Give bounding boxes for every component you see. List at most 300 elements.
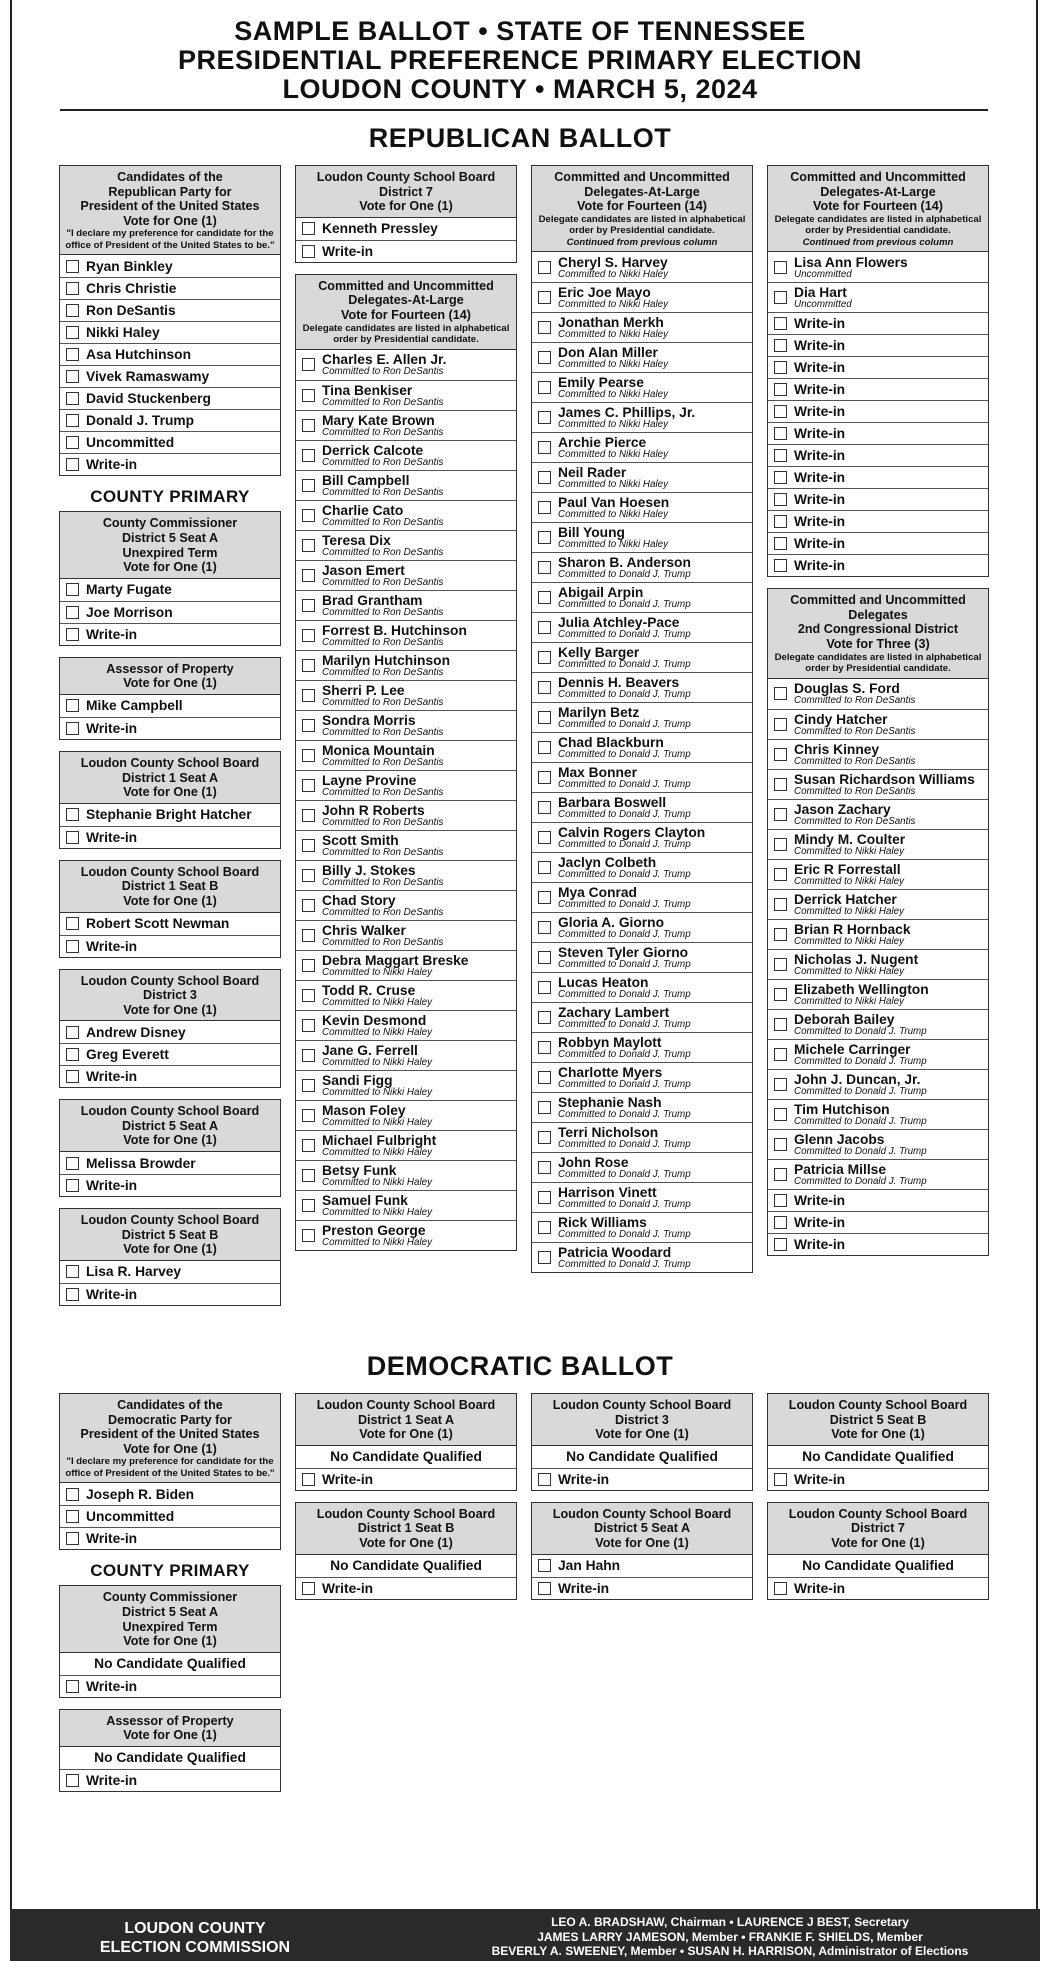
candidate-option[interactable] [60,1483,280,1505]
candidate-option[interactable] [296,218,516,240]
vote-checkbox[interactable] [66,282,79,295]
candidate-option[interactable] [60,299,280,321]
candidate-option[interactable] [532,822,752,852]
candidate-commitment: Committed to Nikki Haley [558,539,668,551]
vote-checkbox[interactable] [66,1532,79,1545]
candidate-option[interactable] [532,1152,752,1182]
candidate-option[interactable] [532,1062,752,1092]
vote-checkbox[interactable] [538,291,551,304]
candidate-option[interactable] [60,1505,280,1527]
write-in-option[interactable] [768,312,988,334]
candidate-option[interactable] [60,1043,280,1065]
candidate-option[interactable] [532,762,752,792]
candidate-option[interactable] [532,1032,752,1062]
vote-checkbox[interactable] [302,899,315,912]
candidate-option[interactable] [532,342,752,372]
vote-checkbox[interactable] [66,1774,79,1787]
candidate-option[interactable] [296,1160,516,1190]
vote-checkbox[interactable] [774,361,787,374]
vote-checkbox[interactable] [538,861,551,874]
candidate-option[interactable] [532,552,752,582]
vote-checkbox[interactable] [538,651,551,664]
candidate-option[interactable] [532,1092,752,1122]
write-in-option[interactable] [60,717,280,739]
candidate-option[interactable] [532,912,752,942]
candidate-name: Write-in [86,457,138,473]
candidate-option[interactable] [60,431,280,453]
vote-checkbox[interactable] [538,891,551,904]
candidate-name: Sherri P. Lee [322,682,405,698]
vote-checkbox[interactable] [774,687,787,700]
candidate-option[interactable] [60,1152,280,1174]
write-in-option[interactable] [768,488,988,510]
vote-checkbox[interactable] [302,809,315,822]
vote-checkbox[interactable] [538,951,551,964]
vote-checkbox[interactable] [774,339,787,352]
candidate-option[interactable] [296,500,516,530]
candidate-option[interactable] [296,740,516,770]
candidate-option[interactable] [296,860,516,890]
candidate-option[interactable] [296,890,516,920]
vote-checkbox[interactable] [774,1168,787,1181]
vote-checkbox[interactable] [302,389,315,402]
vote-checkbox[interactable] [774,838,787,851]
vote-checkbox[interactable] [66,436,79,449]
vote-checkbox[interactable] [538,801,551,814]
candidate-option[interactable] [60,277,280,299]
vote-checkbox[interactable] [302,1582,315,1595]
vote-checkbox[interactable] [302,839,315,852]
vote-checkbox[interactable] [774,1078,787,1091]
write-in-option[interactable] [768,466,988,488]
vote-checkbox[interactable] [66,326,79,339]
vote-checkbox[interactable] [66,831,79,844]
vote-checkbox[interactable] [302,1229,315,1242]
candidate-text [558,1185,691,1210]
candidate-text [558,1245,691,1270]
vote-checkbox[interactable] [66,699,79,712]
candidate-name: Jan Hahn [558,1558,621,1574]
write-in-option[interactable] [296,1468,516,1490]
candidate-option[interactable] [60,1021,280,1043]
vote-checkbox[interactable] [538,1473,551,1486]
vote-checkbox[interactable] [774,808,787,821]
candidate-option[interactable] [532,492,752,522]
candidate-option[interactable] [532,792,752,822]
candidate-option[interactable] [296,1100,516,1130]
vote-checkbox[interactable] [302,779,315,792]
vote-checkbox[interactable] [66,1680,79,1693]
contest-header [60,1710,280,1747]
write-in-option[interactable] [768,1233,988,1255]
vote-checkbox[interactable] [774,559,787,572]
write-in-option[interactable] [768,356,988,378]
vote-checkbox[interactable] [538,1041,551,1054]
candidate-option[interactable] [532,312,752,342]
candidate-option[interactable] [60,579,280,601]
candidate-option[interactable] [768,1129,988,1159]
vote-checkbox[interactable] [774,427,787,440]
vote-checkbox[interactable] [538,321,551,334]
candidate-option[interactable] [60,409,280,431]
write-in-option[interactable] [60,623,280,645]
vote-checkbox[interactable] [774,1108,787,1121]
candidate-option[interactable] [296,620,516,650]
candidate-option[interactable] [532,252,752,282]
vote-checkbox[interactable] [538,561,551,574]
candidate-option[interactable] [60,804,280,826]
candidate-option[interactable] [296,1190,516,1220]
vote-checkbox[interactable] [538,981,551,994]
vote-checkbox[interactable] [538,1011,551,1024]
vote-checkbox[interactable] [302,1079,315,1092]
vote-checkbox[interactable] [774,958,787,971]
vote-checkbox[interactable] [302,1473,315,1486]
vote-checkbox[interactable] [774,1048,787,1061]
vote-checkbox[interactable] [302,689,315,702]
vote-checkbox[interactable] [66,606,79,619]
vote-checkbox[interactable] [66,940,79,953]
vote-checkbox[interactable] [774,988,787,1001]
candidate-option[interactable] [296,470,516,500]
candidate-option[interactable] [532,402,752,432]
candidate-option[interactable] [296,590,516,620]
vote-checkbox[interactable] [66,1288,79,1301]
vote-checkbox[interactable] [302,479,315,492]
write-in-option[interactable] [768,1577,988,1599]
candidate-option[interactable] [768,949,988,979]
candidate-option[interactable] [768,679,988,709]
candidate-option[interactable] [296,1010,516,1040]
vote-checkbox[interactable] [66,1488,79,1501]
vote-checkbox[interactable] [302,1019,315,1032]
vote-checkbox[interactable] [302,419,315,432]
vote-checkbox[interactable] [302,1139,315,1152]
vote-checkbox[interactable] [66,628,79,641]
write-in-option[interactable] [60,1675,280,1697]
vote-checkbox[interactable] [302,222,315,235]
vote-checkbox[interactable] [302,1049,315,1062]
contest-title-line: Vote for One (1) [831,1535,925,1550]
candidate-name: Andrew Disney [86,1024,186,1040]
vote-checkbox[interactable] [774,928,787,941]
write-in-option[interactable] [768,510,988,532]
candidate-option[interactable] [532,972,752,1002]
candidate-option[interactable] [532,732,752,762]
candidate-option[interactable] [768,769,988,799]
candidate-option[interactable] [532,522,752,552]
write-in-option[interactable] [532,1468,752,1490]
vote-checkbox[interactable] [538,531,551,544]
candidate-option[interactable] [768,252,988,282]
vote-checkbox[interactable] [66,260,79,273]
vote-checkbox[interactable] [774,493,787,506]
candidate-option[interactable] [296,680,516,710]
vote-checkbox[interactable] [302,869,315,882]
vote-checkbox[interactable] [538,921,551,934]
vote-checkbox[interactable] [302,959,315,972]
vote-checkbox[interactable] [302,749,315,762]
candidate-option[interactable] [768,1069,988,1099]
candidate-option[interactable] [768,859,988,889]
vote-checkbox[interactable] [774,383,787,396]
vote-checkbox[interactable] [774,1238,787,1251]
candidate-option[interactable] [296,800,516,830]
vote-checkbox[interactable] [538,1221,551,1234]
write-in-option[interactable] [768,444,988,466]
vote-checkbox[interactable] [538,1101,551,1114]
candidate-option[interactable] [768,1099,988,1129]
vote-checkbox[interactable] [538,1131,551,1144]
vote-checkbox[interactable] [774,778,787,791]
contest-continued-note: Continued from previous column [802,236,954,248]
vote-checkbox[interactable] [302,539,315,552]
write-in-option[interactable] [768,1468,988,1490]
write-in-option[interactable] [60,453,280,475]
candidate-option[interactable] [768,739,988,769]
candidate-option[interactable] [768,829,988,859]
vote-checkbox[interactable] [774,537,787,550]
vote-checkbox[interactable] [538,1071,551,1084]
candidate-option[interactable] [768,1159,988,1189]
candidate-option[interactable] [60,913,280,935]
candidate-option[interactable] [296,1130,516,1160]
vote-checkbox[interactable] [538,1559,551,1572]
candidate-option[interactable] [296,1220,516,1250]
vote-checkbox[interactable] [774,449,787,462]
vote-checkbox[interactable] [66,348,79,361]
candidate-commitment: Committed to Ron DeSantis [322,876,444,888]
candidate-name: Billy J. Stokes [322,862,416,878]
vote-checkbox[interactable] [66,1048,79,1061]
candidate-option[interactable] [768,1039,988,1069]
write-in-option[interactable] [768,1189,988,1211]
vote-checkbox[interactable] [302,629,315,642]
candidate-option[interactable] [296,410,516,440]
vote-checkbox[interactable] [66,722,79,735]
candidate-name: Write-in [322,243,374,259]
candidate-option[interactable] [296,980,516,1010]
vote-checkbox[interactable] [302,1109,315,1122]
vote-checkbox[interactable] [538,591,551,604]
vote-checkbox[interactable] [774,291,787,304]
candidate-option[interactable] [60,387,280,409]
vote-checkbox[interactable] [774,1018,787,1031]
vote-checkbox[interactable] [774,718,787,731]
vote-checkbox[interactable] [302,245,315,258]
candidate-name: Harrison Vinett [558,1185,657,1201]
write-in-option[interactable] [768,532,988,554]
vote-checkbox[interactable] [774,1138,787,1151]
candidate-text [322,563,443,588]
candidate-option[interactable] [296,710,516,740]
candidate-option[interactable] [768,799,988,829]
candidate-option[interactable] [768,709,988,739]
candidate-option[interactable] [768,979,988,1009]
candidate-option[interactable] [532,702,752,732]
candidate-option[interactable] [768,282,988,312]
candidate-name: Write-in [86,1772,138,1788]
candidate-option[interactable] [296,440,516,470]
candidate-option[interactable] [296,530,516,560]
candidate-option[interactable] [296,830,516,860]
vote-checkbox[interactable] [774,471,787,484]
candidate-option[interactable] [532,1555,752,1577]
vote-checkbox[interactable] [302,569,315,582]
vote-checkbox[interactable] [66,1265,79,1278]
candidate-option[interactable] [296,560,516,590]
write-in-option[interactable] [60,1174,280,1196]
vote-checkbox[interactable] [66,1070,79,1083]
vote-checkbox[interactable] [66,1179,79,1192]
write-in-option[interactable] [60,1769,280,1791]
candidate-option[interactable] [60,695,280,717]
candidate-option[interactable] [532,852,752,882]
vote-checkbox[interactable] [538,1161,551,1174]
candidate-option[interactable] [296,1070,516,1100]
vote-checkbox[interactable] [302,719,315,732]
contest-note-line: "I declare my preference for candidate for the [66,228,274,240]
vote-checkbox[interactable] [774,1194,787,1207]
vote-checkbox[interactable] [538,711,551,724]
write-in-option[interactable] [768,400,988,422]
candidate-name: Write-in [86,720,138,736]
candidate-option[interactable] [532,372,752,402]
vote-checkbox[interactable] [302,1199,315,1212]
vote-checkbox[interactable] [66,1026,79,1039]
vote-checkbox[interactable] [66,304,79,317]
vote-checkbox[interactable] [538,621,551,634]
candidate-option[interactable] [532,882,752,912]
write-in-option[interactable] [60,826,280,848]
candidate-option[interactable] [532,582,752,612]
vote-checkbox[interactable] [302,989,315,1002]
vote-checkbox[interactable] [538,471,551,484]
write-in-option[interactable] [768,422,988,444]
candidate-option[interactable] [532,672,752,702]
write-in-option[interactable] [768,554,988,576]
candidate-option[interactable] [768,889,988,919]
vote-checkbox[interactable] [66,1510,79,1523]
vote-checkbox[interactable] [302,599,315,612]
candidate-option[interactable] [532,1212,752,1242]
vote-checkbox[interactable] [302,358,315,371]
vote-checkbox[interactable] [538,771,551,784]
vote-checkbox[interactable] [66,414,79,427]
vote-checkbox[interactable] [774,748,787,761]
candidate-option[interactable] [60,1261,280,1283]
candidate-option[interactable] [532,282,752,312]
write-in-option[interactable] [60,1527,280,1549]
vote-checkbox[interactable] [538,681,551,694]
candidate-option[interactable] [532,942,752,972]
candidate-text [86,807,252,822]
vote-checkbox[interactable] [302,929,315,942]
vote-checkbox[interactable] [538,741,551,754]
vote-checkbox[interactable] [538,1582,551,1595]
candidate-option[interactable] [296,1040,516,1070]
footer-members-list [430,1915,1030,1959]
candidate-commitment: Committed to Ron DeSantis [322,936,444,948]
candidate-option[interactable] [532,432,752,462]
candidate-option[interactable] [60,343,280,365]
vote-checkbox[interactable] [302,509,315,522]
candidate-option[interactable] [532,462,752,492]
candidate-option[interactable] [296,650,516,680]
vote-checkbox[interactable] [774,317,787,330]
vote-checkbox[interactable] [538,381,551,394]
candidate-option[interactable] [296,350,516,380]
vote-checkbox[interactable] [774,515,787,528]
candidate-option[interactable] [296,950,516,980]
candidate-option[interactable] [296,380,516,410]
write-in-option[interactable] [60,1065,280,1087]
vote-checkbox[interactable] [66,392,79,405]
write-in-option[interactable] [768,1211,988,1233]
candidate-option[interactable] [60,601,280,623]
candidate-option[interactable] [296,920,516,950]
vote-checkbox[interactable] [538,831,551,844]
candidate-option[interactable] [532,612,752,642]
vote-checkbox[interactable] [538,501,551,514]
vote-checkbox[interactable] [774,261,787,274]
candidate-option[interactable] [532,1122,752,1152]
vote-checkbox[interactable] [66,1157,79,1170]
vote-checkbox[interactable] [66,583,79,596]
vote-checkbox[interactable] [66,458,79,471]
candidate-name: Rick Williams [558,1215,647,1231]
write-in-option[interactable] [768,378,988,400]
vote-checkbox[interactable] [774,405,787,418]
write-in-option[interactable] [768,334,988,356]
vote-checkbox[interactable] [302,1169,315,1182]
contest-title-line: 2nd Congressional District [797,622,959,637]
write-in-option[interactable] [296,1577,516,1599]
vote-checkbox[interactable] [538,1191,551,1204]
candidate-option[interactable] [296,770,516,800]
vote-checkbox[interactable] [66,808,79,821]
vote-checkbox[interactable] [774,868,787,881]
vote-checkbox[interactable] [538,261,551,274]
vote-checkbox[interactable] [774,1216,787,1229]
write-in-option[interactable] [60,1283,280,1305]
vote-checkbox[interactable] [774,1473,787,1486]
candidate-option[interactable] [60,365,280,387]
candidate-option[interactable] [60,321,280,343]
vote-checkbox[interactable] [538,1251,551,1264]
candidate-option[interactable] [768,1009,988,1039]
vote-checkbox[interactable] [774,898,787,911]
vote-checkbox[interactable] [538,351,551,364]
candidate-option[interactable] [532,1182,752,1212]
vote-checkbox[interactable] [538,411,551,424]
write-in-option[interactable] [60,935,280,957]
candidate-option[interactable] [532,1242,752,1272]
candidate-option[interactable] [60,255,280,277]
vote-checkbox[interactable] [66,917,79,930]
vote-checkbox[interactable] [302,659,315,672]
write-in-option[interactable] [296,240,516,262]
vote-checkbox[interactable] [66,370,79,383]
candidate-option[interactable] [532,642,752,672]
vote-checkbox[interactable] [774,1582,787,1595]
vote-checkbox[interactable] [302,449,315,462]
candidate-commitment: Committed to Nikki Haley [558,419,668,431]
candidate-option[interactable] [532,1002,752,1032]
write-in-option[interactable] [532,1577,752,1599]
vote-checkbox[interactable] [538,441,551,454]
candidate-option[interactable] [768,919,988,949]
